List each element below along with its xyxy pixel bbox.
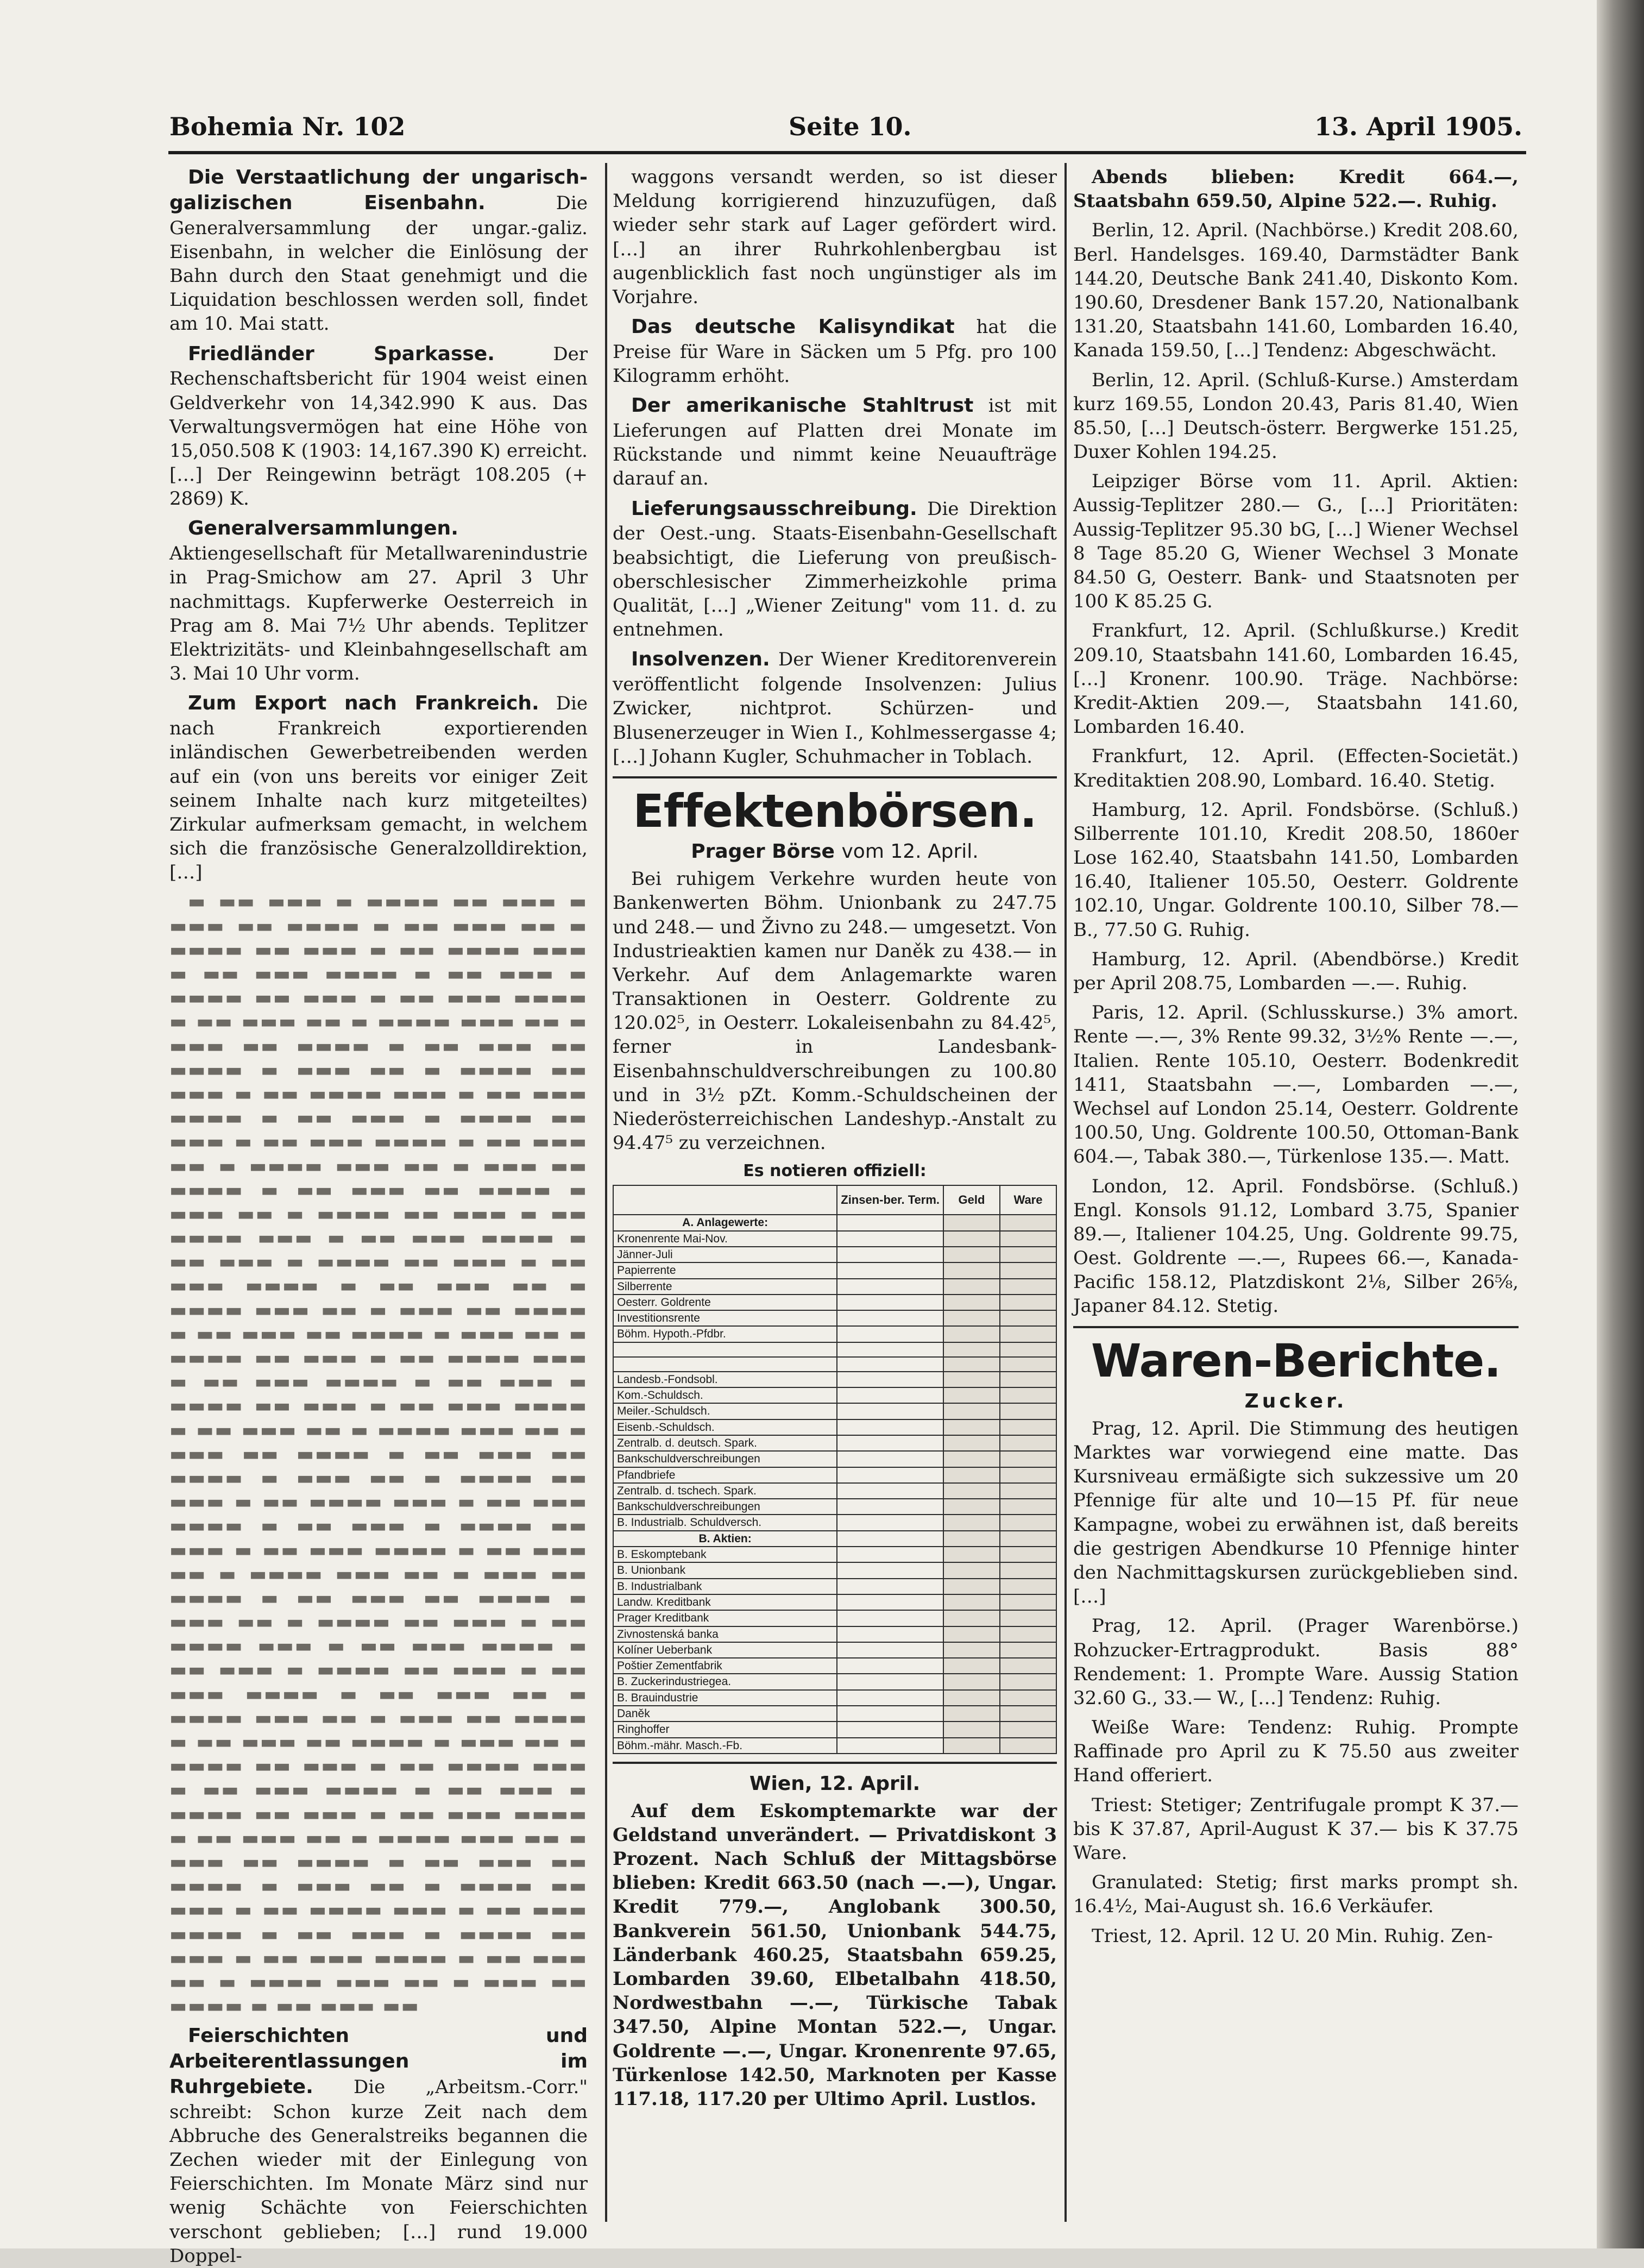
table-row: Zentralb. d. tschech. Spark. <box>613 1483 1056 1499</box>
section-title-waren-berichte: Waren-Berichte. <box>1091 1334 1501 1387</box>
vienna-report: Auf dem Eskomptemarkte war der Geldstand unverändert. — Privatdiskont 3 Prozent. Nach Schluß der Mittagsbörse blieben: Kredit 663.50 (nach —.—), Ungar. Kredit 779.—, Anglobank 300.50, Bankverein 561.50, Unionbank 544.75, Länderbank 460.25, Staatsbahn 659.25, Lombarden 39.60, Elbetalbahn 418.50, Nordwestbahn —.—, Türkische Tabak 347.50, Alpine Montan 522.—, Ungar. Goldrente —.—, Ungar. Kronenrente 97.65, Türkenlose 142.50, Marknoten per Kasse 117.18, 117.20 per Ultimo April. Lustlos. <box>613 1800 1057 2110</box>
article: Granulated: Stetig; first marks prompt sh. 16.4½, Mai-August sh. 16.6 Verkäufer. <box>1073 1871 1519 1918</box>
article: Leipziger Börse vom 11. April. Aktien: Aussig-Teplitzer 280.— G., […] Prioritäten: Aussig-Teplitzer 95.30 bG, […] Wiener Wechsel 8 Tage 85.20 G, Wiener Wechsel 3 Monate 84.50 G, Oesterr. Bank- und Staatsnoten per 100 K 85.25 G. <box>1073 470 1519 613</box>
table-row: Pfandbriefe <box>613 1467 1056 1483</box>
article: Feierschichten und Arbeiterentlassungen im Ruhrgebiete. Die „Arbeitsm.-Corr." schreibt: Schon kurze Zeit nach dem Abbruche des Generalstreiks begannen die Zechen wieder mit der Einlegung von Feierschichten. Im Monate März sind nur wenig Schächte von Feierschichten verschont geblieben; […] rund 19.000 Doppel- <box>169 2025 588 2267</box>
article: Generalversammlungen. Aktiengesellschaft für Metallwarenindustrie in Prag-Smichow am 27. April 3 Uhr nachmittags. Kupferwerke Oesterreich in Prag am 8. Mai 7½ Uhr abends. Teplitzer Elektrizitäts- und Kleinbahngesellschaft am 3. Mai 10 Uhr vorm. <box>169 517 588 685</box>
table-row: Meiler.-Schuldsch. <box>613 1403 1056 1419</box>
article: Hamburg, 12. April. (Abendbörse.) Kredit per April 208.75, Lombarden —.—. Ruhig. <box>1073 948 1519 994</box>
table-row: Kronenrente Mai-Nov. <box>613 1231 1056 1247</box>
table-row: Papierrente <box>613 1262 1056 1278</box>
table-row: Investitionsrente <box>613 1310 1056 1326</box>
table-row: Bankschuldverschreibungen <box>613 1451 1056 1467</box>
column-divider-2 <box>1064 163 1067 2222</box>
page-edge-shadow <box>1597 0 1644 2248</box>
article: Lieferungsausschreibung. Die Direktion der Oest.-ung. Staats-Eisenbahn-Gesellschaft beabsichtigt, die Lieferung von preußisch-oberschlesischer Zimmerheizkohle prima Qualität, […] „Wiener Zeitung" vom 11. d. zu entnehmen. <box>613 497 1057 641</box>
table-row: B. Industrialbank <box>613 1579 1056 1594</box>
column-2 <box>613 165 1057 2224</box>
article: waggons versandt werden, so ist dieser Meldung korrigierend hinzuzufügen, daß wieder sehr stark auf Lager gefördert wird. […] an ihrer Ruhrkohlenbergbau ist augenblicklich fast noch ungünstiger als im Vorjahre. <box>613 166 1057 308</box>
article: Friedländer Sparkasse. Der Rechenschaftsbericht für 1904 weist einen Geldverkehr von 14,342.990 K aus. Das Verwaltungsvermögen hat eine Höhe von 15,050.508 K (1903: 14,167.390 K) erreicht. […] Der Reingewinn beträgt 108.205 (+ 2869) K. <box>169 342 588 510</box>
article: Insolvenzen. Der Wiener Kreditorenverein veröffentlicht folgende Insolvenzen: Julius Zwicker, nichtprot. Schürzen- und Blusenerzeuger in Wien I., Kohlmessergasse 4; […] Johann Kugler, Schuhmacher in Toblach. <box>613 648 1057 768</box>
article: Hamburg, 12. April. Fondsbörse. (Schluß.) Silberrente 101.10, Kredit 208.50, 1860er Lose 162.40, Staatsbahn 141.50, Lombarden 16.40, Italiener 105.50, Oesterr. Goldrente 102.10, Ungar. Goldrente 100.10, Silber 78.— B., 77.50 G. Ruhig. <box>1073 799 1519 941</box>
table-section-row: A. Anlagewerte: <box>613 1215 1056 1230</box>
table-row: Eisenb.-Schuldsch. <box>613 1419 1056 1435</box>
section-title-effektenboersen: Effektenbörsen. <box>633 784 1037 838</box>
table-section-row: B. Aktien: <box>613 1531 1056 1547</box>
header-rule <box>168 151 1526 154</box>
table-row: Landesb.-Fondsobl. <box>613 1372 1056 1387</box>
table-row: Landw. Kreditbank <box>613 1594 1056 1610</box>
article: Abends blieben: Kredit 664.—, Staatsbahn 659.50, Alpine 522.—. Ruhig. <box>1073 166 1519 212</box>
table-row: B. Eskomptebank <box>613 1547 1056 1562</box>
section-rule <box>613 1762 1057 1764</box>
table-row: Kom.-Schuldsch. <box>613 1387 1056 1403</box>
table-row: Böhm. Hypoth.-Pfdbr. <box>613 1326 1056 1342</box>
article: Frankfurt, 12. April. (Schlußkurse.) Kredit 209.10, Staatsbahn 141.60, Lombarden 16.45, […] Kronenr. 100.90. Träge. Nachbörse: Kredit-Aktien 209.—, Staatsbahn 141.60, Lombarden 16.40. <box>1073 620 1519 738</box>
article: Zum Export nach Frankreich. Die nach Frankreich exportierenden inländischen Gewerbetreibenden werden auf ein (von uns bereits vor einiger Zeit seinem Inhalte nach kurz mitgeteiltes) Zirkular aufmerksam gemacht, in welchem sich die französische Generalzolldirektion, […] <box>169 692 588 884</box>
section-rule <box>613 776 1057 778</box>
header-center: Seite 10. <box>789 112 912 141</box>
sugar-heading: Zucker. <box>1244 1390 1347 1413</box>
table-row: Zentralb. d. deutsch. Spark. <box>613 1435 1056 1451</box>
vienna-heading: Wien, 12. April. <box>749 1772 921 1795</box>
table-header-row: Zinsen-ber. Term. Geld Ware <box>613 1185 1056 1215</box>
section-rule <box>1073 1326 1519 1328</box>
prague-report: Bei ruhigem Verkehre wurden heute von Bankenwerten Böhm. Unionbank zu 247.75 und 248.— und Živno zu 248.— umgesetzt. Von Industrieaktien kamen nur Daněk zu 438.— in Verkehr. Auf dem Anlagemarkte waren Transaktionen in Oesterr. Goldrente zu 120.02⁵, in Oesterr. Lokaleisenbahn zu 84.42⁵, ferner in Landesbank-Eisenbahnschuldverschreibungen zu 100.80 und in 3½ pZt. Komm.-Schuldscheinen der Niederösterreichischen Landeshyp.-Anstalt zu 94.47⁵ zu verzeichnen. <box>613 868 1057 1154</box>
table-row: Bankschuldverschreibungen <box>613 1499 1056 1515</box>
article: Weiße Ware: Tendenz: Ruhig. Prompte Raffinade pro April zu K 75.50 aus zweiter Hand offeriert. <box>1073 1717 1519 1787</box>
table-row: B. Industrialb. Schuldversch. <box>613 1515 1056 1530</box>
article: Frankfurt, 12. April. (Effecten-Societät.) Kreditaktien 208.90, Lombard. 16.40. Stetig. <box>1073 745 1519 791</box>
table-row: Oesterr. Goldrente <box>613 1295 1056 1310</box>
column-3 <box>1073 165 1519 2224</box>
article: Prag, 12. April. Die Stimmung des heutigen Marktes war vorwiegend eine matte. Das Kursniveau ermäßigte sich sukzessive um 20 Pfennige für alte und 10—15 Pf. für neue Kampagne, wobei zu erwähnen ist, daß bereits die gestrigen Abendkurse 10 Pfennige hinter den Nachmittagskursen zurückgeblieben sind. […] <box>1073 1417 1519 1608</box>
table-row: B. Zuckerindustriegea. <box>613 1674 1056 1689</box>
table-row: Kolíner Ueberbank <box>613 1642 1056 1658</box>
column-divider-1 <box>605 163 607 2222</box>
table-row: Prager Kreditbank <box>613 1610 1056 1626</box>
table-row: B. Brauindustrie <box>613 1690 1056 1706</box>
table-row: Jänner-Juli <box>613 1247 1056 1262</box>
article: Berlin, 12. April. (Schluß-Kurse.) Amsterdam kurz 169.55, London 20.43, Paris 81.40, Wien 85.50, […] Deutsch-österr. Bergwerke 151.25, Duxer Kohlen 194.25. <box>1073 369 1519 463</box>
article: Die Verstaatlichung der ungarisch-galizischen Eisenbahn. Die Generalversammlung der ungar.-galiz. Eisenbahn, in welcher die Einlösung der Bahn durch den Staat genehmigt und die Liquidation beschlossen werden soll, findet am 10. Mai statt. <box>169 166 588 335</box>
illegible-text: ▬ ▬▬ ▬▬▬ ▬ ▬▬▬▬ ▬▬ ▬▬▬ ▬ ▬▬▬ ▬▬ ▬▬▬▬ ▬ ▬▬ ▬▬▬ ▬▬ ▬ ▬▬▬▬ ▬▬ ▬▬▬ ▬ ▬▬ ▬▬▬▬ ▬▬▬ ▬ ▬▬ ▬▬▬ ▬▬▬▬ ▬ ▬▬ ▬▬▬ ▬ ▬▬▬▬ ▬▬ ▬▬▬ ▬ ▬▬ ▬▬▬ ▬▬▬▬ ▬ ▬▬ ▬▬▬ ▬▬ ▬ ▬▬▬▬ ▬▬▬ ▬▬ ▬ ▬▬▬ ▬▬ ▬▬▬▬ ▬ ▬▬ ▬▬▬ ▬▬ ▬▬▬▬ ▬ ▬▬▬ ▬▬ ▬ ▬▬▬▬ ▬▬ ▬▬▬ ▬ ▬▬ ▬▬▬▬ ▬▬▬ ▬ ▬▬ ▬▬▬ ▬▬▬▬ ▬ ▬▬ ▬▬▬ ▬ ▬▬▬▬ ▬▬ ▬▬▬ ▬ ▬▬ ▬▬▬ ▬▬▬▬ ▬ ▬▬ ▬▬▬ ▬▬ ▬ ▬▬▬▬ ▬▬▬ ▬▬ ▬ ▬▬▬ ▬▬ ▬▬▬▬ ▬ ▬▬ ▬▬▬ ▬▬ ▬▬▬▬ ▬ ▬▬▬ ▬▬ ▬ ▬▬▬▬ ▬▬ ▬▬▬ ▬ ▬▬ ▬▬▬▬ ▬▬▬ ▬ ▬▬ ▬▬▬ ▬▬▬▬ ▬ ▬▬ ▬▬▬ ▬ ▬▬▬▬ ▬▬ ▬▬▬ ▬ ▬▬ ▬▬▬ ▬▬▬▬ ▬ ▬▬ ▬▬▬ ▬▬ ▬ ▬▬▬▬ ▬▬▬ ▬▬ ▬ ▬▬▬ ▬▬ ▬▬▬▬ ▬ ▬▬ ▬▬▬ ▬▬ ▬▬▬▬ ▬ ▬▬▬ ▬▬ ▬ ▬▬▬▬ ▬▬ ▬▬▬ ▬ ▬▬ ▬▬▬▬ ▬▬▬ ▬ ▬▬ ▬▬▬ ▬▬▬▬ ▬ ▬▬ ▬▬▬ ▬ ▬▬▬▬ ▬▬ ▬▬▬ ▬ ▬▬ ▬▬▬ ▬▬▬▬ ▬ ▬▬ ▬▬▬ ▬▬ ▬ ▬▬▬▬ ▬▬▬ ▬▬ ▬ ▬▬▬ ▬▬ ▬▬▬▬ ▬ ▬▬ ▬▬▬ ▬▬ ▬▬▬▬ ▬ ▬▬▬ ▬▬ ▬ ▬▬▬▬ ▬▬ ▬▬▬ ▬ ▬▬ ▬▬▬▬ ▬▬▬ ▬ ▬▬ ▬▬▬ ▬▬▬▬ ▬ ▬▬ ▬▬▬ ▬ ▬▬▬▬ ▬▬ ▬▬▬ ▬ ▬▬ ▬▬▬ ▬▬▬▬ ▬ ▬▬ ▬▬▬ ▬▬ ▬ ▬▬▬▬ ▬▬▬ ▬▬ ▬ ▬▬▬ ▬▬ ▬▬▬▬ ▬ ▬▬ ▬▬▬ ▬▬ ▬▬▬▬ ▬ ▬▬▬ ▬▬ ▬ ▬▬▬▬ ▬▬ ▬▬▬ ▬ ▬▬ ▬▬▬▬ ▬▬▬ ▬ ▬▬ ▬▬▬ ▬▬▬▬ ▬ ▬▬ ▬▬▬ ▬ ▬▬▬▬ ▬▬ ▬▬▬ ▬ ▬▬ ▬▬▬ ▬▬▬▬ ▬ ▬▬ ▬▬▬ ▬▬ ▬ ▬▬▬▬ ▬▬▬ ▬▬ ▬ ▬▬▬ ▬▬ ▬▬▬▬ ▬ ▬▬ ▬▬▬ ▬▬ ▬▬▬▬ ▬ ▬▬▬ ▬▬ ▬ ▬▬▬▬ ▬▬ ▬▬▬ ▬ ▬▬ ▬▬▬▬ ▬▬▬ ▬ ▬▬ ▬▬▬ ▬▬▬▬ ▬ ▬▬ ▬▬▬ ▬ ▬▬▬▬ ▬▬ ▬▬▬ ▬ ▬▬ ▬▬▬ ▬▬▬▬ ▬ ▬▬ ▬▬▬ ▬▬ ▬ ▬▬▬▬ ▬▬▬ ▬▬ ▬ ▬▬▬ ▬▬ ▬▬▬▬ ▬ ▬▬ ▬▬▬ ▬▬ ▬▬▬▬ ▬ ▬▬▬ ▬▬ ▬ ▬▬▬▬ ▬▬ ▬▬▬ ▬ ▬▬ ▬▬▬▬ ▬▬▬ ▬ ▬▬ ▬▬▬ ▬▬▬▬ ▬ ▬▬ ▬▬▬ ▬ ▬▬▬▬ ▬▬ ▬▬▬ ▬ ▬▬ ▬▬▬ ▬▬▬▬ ▬ ▬▬ ▬▬▬ ▬▬ ▬ ▬▬▬▬ ▬▬▬ ▬▬ ▬ ▬▬▬ ▬▬ ▬▬▬▬ ▬ ▬▬ ▬▬▬ ▬▬ <box>169 891 588 2018</box>
securities-table <box>613 1185 1057 1754</box>
article: Berlin, 12. April. (Nachbörse.) Kredit 208.60, Berl. Handelsges. 169.40, Darmstädter Bank 144.20, Deutsche Bank 241.40, Diskonto Kom. 190.60, Dresdener Bank 157.20, Nationalbank 131.20, Staatsbahn 141.60, Lombarden 16.40, Kanada 159.50, […] Tendenz: Abgeschwächt. <box>1073 219 1519 362</box>
table-row <box>613 1357 1056 1372</box>
article: Paris, 12. April. (Schlusskurse.) 3% amort. Rente —.—, 3% Rente 99.32, 3½% Rente —.—, Italien. Rente 105.10, Oesterr. Bodenkredit 1411, Staatsbahn —.—, Lombarden —.—, Wechsel auf London 25.14, Oesterr. Goldrente 100.50, Ung. Goldrente 100.50, Ottoman-Bank 604.—, Tabak 380.—, Türkenlose 135.—. Matt. <box>1073 1002 1519 1168</box>
table-row: Zivnostenská banka <box>613 1626 1056 1642</box>
table-row <box>613 1342 1056 1357</box>
article: Prag, 12. April. (Prager Warenbörse.) Rohzucker-Ertragprodukt. Basis 88° Rendement: 1. Prompte Ware. Aussig Station 32.60 G., 33.— W., […] Tendenz: Ruhig. <box>1073 1615 1519 1709</box>
table-row: Daněk <box>613 1706 1056 1722</box>
table-row: Ringhoffer <box>613 1722 1056 1737</box>
article: Triest, 12. April. 12 U. 20 Min. Ruhig. Zen- <box>1092 1925 1493 1947</box>
header-left: Bohemia Nr. 102 <box>169 112 406 141</box>
table-row: Böhm.-mähr. Masch.-Fb. <box>613 1738 1056 1754</box>
table-row: Poštier Zementfabrik <box>613 1658 1056 1674</box>
article: Triest: Stetiger; Zentrifugale prompt K 37.— bis K 37.87, April-August K 37.— bis K 37.75 Ware. <box>1073 1794 1519 1864</box>
table-caption: Es notieren offiziell: <box>743 1161 927 1181</box>
table-row: Silberrente <box>613 1279 1056 1295</box>
column-1 <box>169 165 588 2267</box>
header-right: 13. April 1905. <box>1314 112 1523 141</box>
article: Das deutsche Kalisyndikat hat die Preise für Ware in Säcken um 5 Pfg. pro 100 Kilogramm erhöht. <box>613 316 1057 387</box>
article: London, 12. April. Fondsbörse. (Schluß.) Engl. Konsols 91.12, Lombard 3.75, Spanier 89.—, Italiener 104.25, Ung. Goldrente 99.75, Oest. Goldrente —.—, Rupees 66.—, Kanada-Pacific 158.12, Platzdiskont 2⅛, Silber 26⅝, Japaner 84.12. Stetig. <box>1073 1175 1519 1317</box>
table-row: B. Unionbank <box>613 1562 1056 1578</box>
article: Der amerikanische Stahltrust ist mit Lieferungen auf Platten drei Monate im Rückstande und nimmt keine Neuaufträge darauf an. <box>613 394 1057 490</box>
prague-heading: Prager Börse vom 12. April. <box>691 840 979 863</box>
